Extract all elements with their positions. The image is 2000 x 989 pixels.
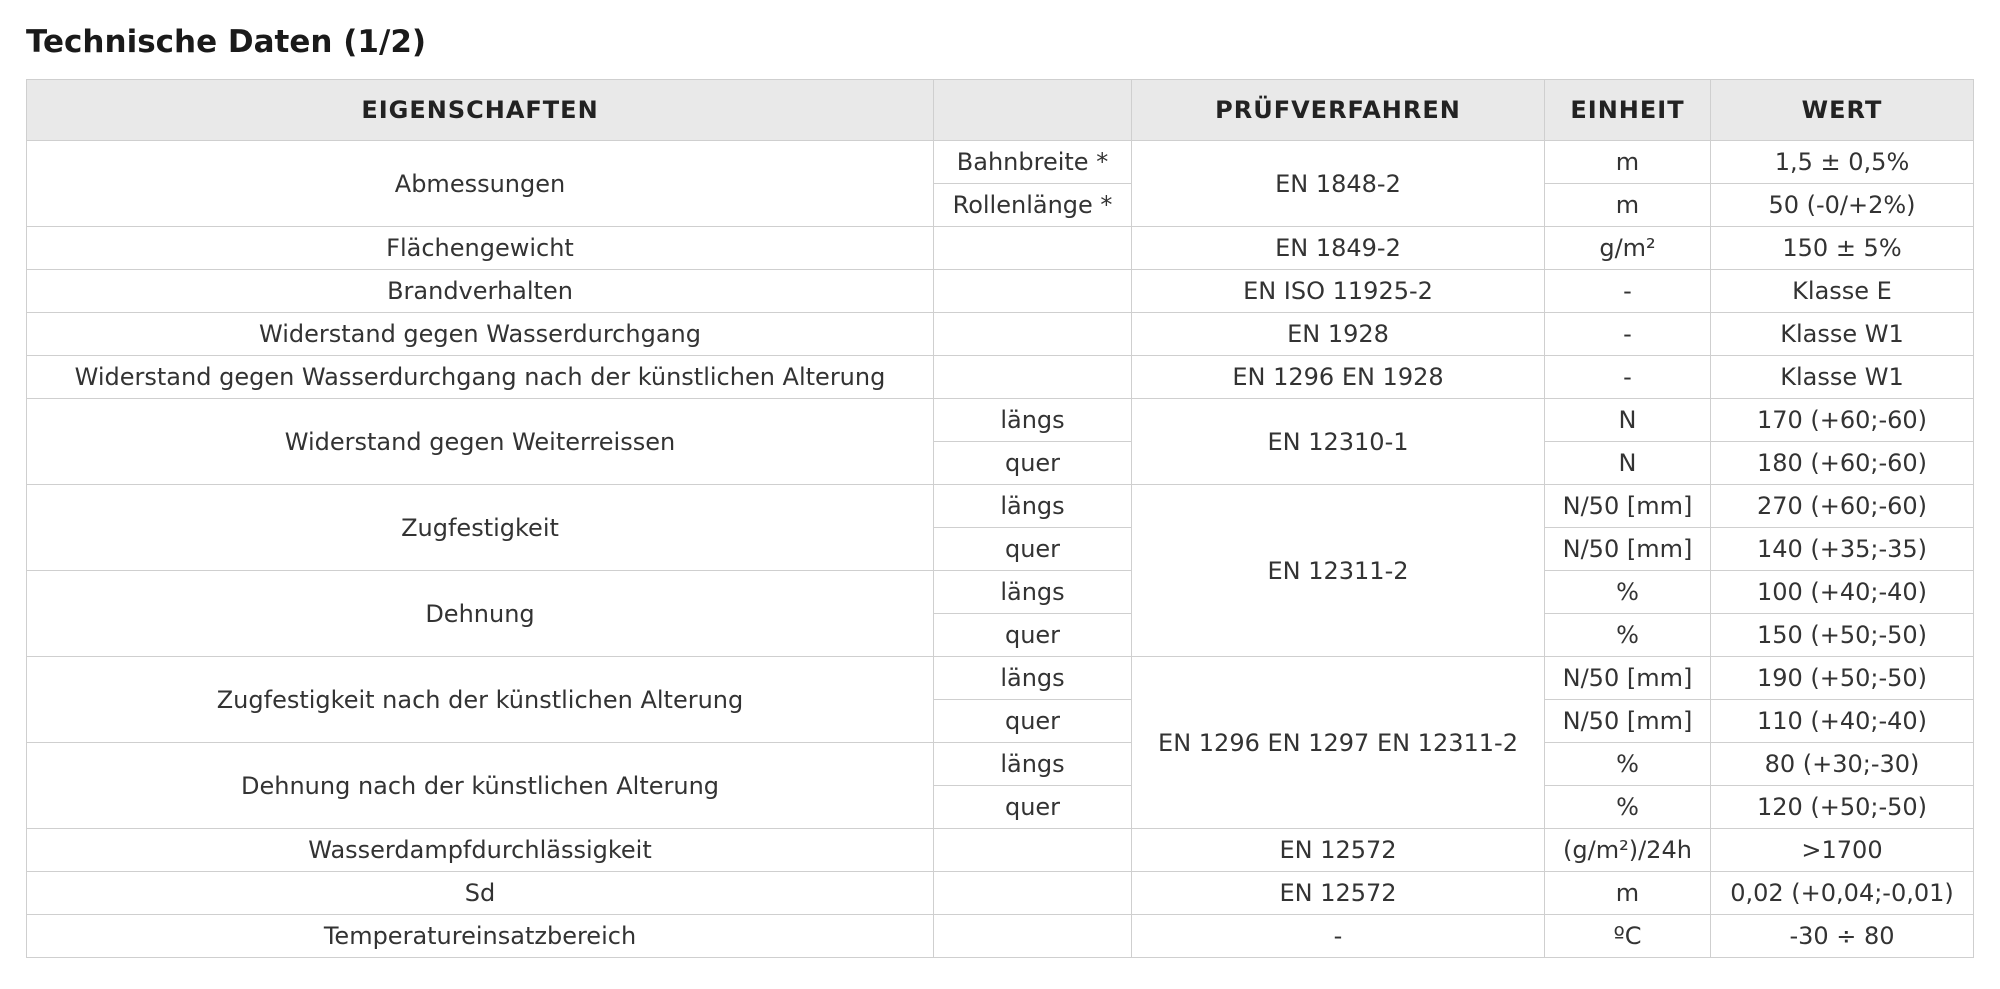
table-row: [27, 915, 1974, 958]
table-row: [27, 829, 1974, 872]
test-method: -: [1132, 915, 1545, 958]
unit: (g/m²)/24h: [1545, 829, 1711, 872]
property-label: Zugfestigkeit nach der künstlichen Alterung: [27, 657, 934, 743]
test-method: EN 12310-1: [1132, 399, 1545, 485]
table-row: [27, 571, 1974, 614]
test-method: EN 1928: [1132, 313, 1545, 356]
value: Klasse W1: [1711, 313, 1974, 356]
value: 170 (+60;-60): [1711, 399, 1974, 442]
unit: N: [1545, 442, 1711, 485]
header-sub: [934, 80, 1132, 141]
property-label: Flächengewicht: [27, 227, 934, 270]
test-method: EN 12572: [1132, 872, 1545, 915]
unit: m: [1545, 184, 1711, 227]
value: 150 ± 5%: [1711, 227, 1974, 270]
test-method: EN 1296 EN 1928: [1132, 356, 1545, 399]
table-row: [27, 743, 1974, 786]
sub-label: [934, 270, 1132, 313]
table-row: [27, 657, 1974, 700]
unit: %: [1545, 571, 1711, 614]
property-label: Brandverhalten: [27, 270, 934, 313]
sub-label: längs: [934, 743, 1132, 786]
property-label: Dehnung nach der künstlichen Alterung: [27, 743, 934, 829]
sub-label: Rollenlänge *: [934, 184, 1132, 227]
sub-label: [934, 313, 1132, 356]
value: Klasse W1: [1711, 356, 1974, 399]
technical-data-table: [26, 79, 1974, 958]
value: 190 (+50;-50): [1711, 657, 1974, 700]
unit: m: [1545, 141, 1711, 184]
value: 110 (+40;-40): [1711, 700, 1974, 743]
header-method: PRÜFVERFAHREN: [1132, 80, 1545, 141]
table-row: [27, 313, 1974, 356]
value: 100 (+40;-40): [1711, 571, 1974, 614]
header-value: WERT: [1711, 80, 1974, 141]
sub-label: längs: [934, 571, 1132, 614]
value: 140 (+35;-35): [1711, 528, 1974, 571]
unit: %: [1545, 786, 1711, 829]
value: 1,5 ± 0,5%: [1711, 141, 1974, 184]
value: 180 (+60;-60): [1711, 442, 1974, 485]
unit: N/50 [mm]: [1545, 700, 1711, 743]
sub-label: [934, 829, 1132, 872]
unit: N/50 [mm]: [1545, 528, 1711, 571]
value: 150 (+50;-50): [1711, 614, 1974, 657]
test-method: EN 1848-2: [1132, 141, 1545, 227]
test-method: EN 1296 EN 1297 EN 12311-2: [1132, 657, 1545, 829]
sub-label: [934, 915, 1132, 958]
table-row: [27, 485, 1974, 528]
property-label: Sd: [27, 872, 934, 915]
page-title: Technische Daten (1/2): [26, 24, 427, 60]
header-unit: EINHEIT: [1545, 80, 1711, 141]
property-label: Dehnung: [27, 571, 934, 657]
sub-label: längs: [934, 485, 1132, 528]
property-label: Zugfestigkeit: [27, 485, 934, 571]
value: -30 ÷ 80: [1711, 915, 1974, 958]
sub-label: Bahnbreite *: [934, 141, 1132, 184]
unit: %: [1545, 743, 1711, 786]
sub-label: quer: [934, 614, 1132, 657]
unit: N/50 [mm]: [1545, 657, 1711, 700]
unit: -: [1545, 313, 1711, 356]
unit: g/m²: [1545, 227, 1711, 270]
sub-label: längs: [934, 657, 1132, 700]
test-method: EN ISO 11925-2: [1132, 270, 1545, 313]
unit: -: [1545, 356, 1711, 399]
table-row: [27, 872, 1974, 915]
property-label: Wasserdampfdurchlässigkeit: [27, 829, 934, 872]
sub-label: quer: [934, 700, 1132, 743]
unit: N: [1545, 399, 1711, 442]
sub-label: [934, 227, 1132, 270]
test-method: EN 1849-2: [1132, 227, 1545, 270]
sub-label: quer: [934, 442, 1132, 485]
test-method: EN 12311-2: [1132, 485, 1545, 657]
table-row: [27, 356, 1974, 399]
property-label: Abmessungen: [27, 141, 934, 227]
sub-label: [934, 872, 1132, 915]
value: 0,02 (+0,04;-0,01): [1711, 872, 1974, 915]
unit: ºC: [1545, 915, 1711, 958]
test-method: EN 12572: [1132, 829, 1545, 872]
sub-label: [934, 356, 1132, 399]
header-properties: EIGENSCHAFTEN: [27, 80, 934, 141]
table-body: [27, 141, 1974, 958]
value: Klasse E: [1711, 270, 1974, 313]
table-row: [27, 270, 1974, 313]
unit: N/50 [mm]: [1545, 485, 1711, 528]
unit: %: [1545, 614, 1711, 657]
property-label: Widerstand gegen Wasserdurchgang nach der künstlichen Alterung: [27, 356, 934, 399]
value: 120 (+50;-50): [1711, 786, 1974, 829]
table-row: [27, 141, 1974, 184]
property-label: Widerstand gegen Wasserdurchgang: [27, 313, 934, 356]
unit: -: [1545, 270, 1711, 313]
property-label: Widerstand gegen Weiterreissen: [27, 399, 934, 485]
sub-label: quer: [934, 528, 1132, 571]
value: 270 (+60;-60): [1711, 485, 1974, 528]
table-row: [27, 227, 1974, 270]
value: >1700: [1711, 829, 1974, 872]
property-label: Temperatureinsatzbereich: [27, 915, 934, 958]
sub-label: quer: [934, 786, 1132, 829]
header-row: [27, 80, 1974, 141]
value: 50 (-0/+2%): [1711, 184, 1974, 227]
value: 80 (+30;-30): [1711, 743, 1974, 786]
table-row: [27, 399, 1974, 442]
sub-label: längs: [934, 399, 1132, 442]
unit: m: [1545, 872, 1711, 915]
table-header: [27, 80, 1974, 141]
